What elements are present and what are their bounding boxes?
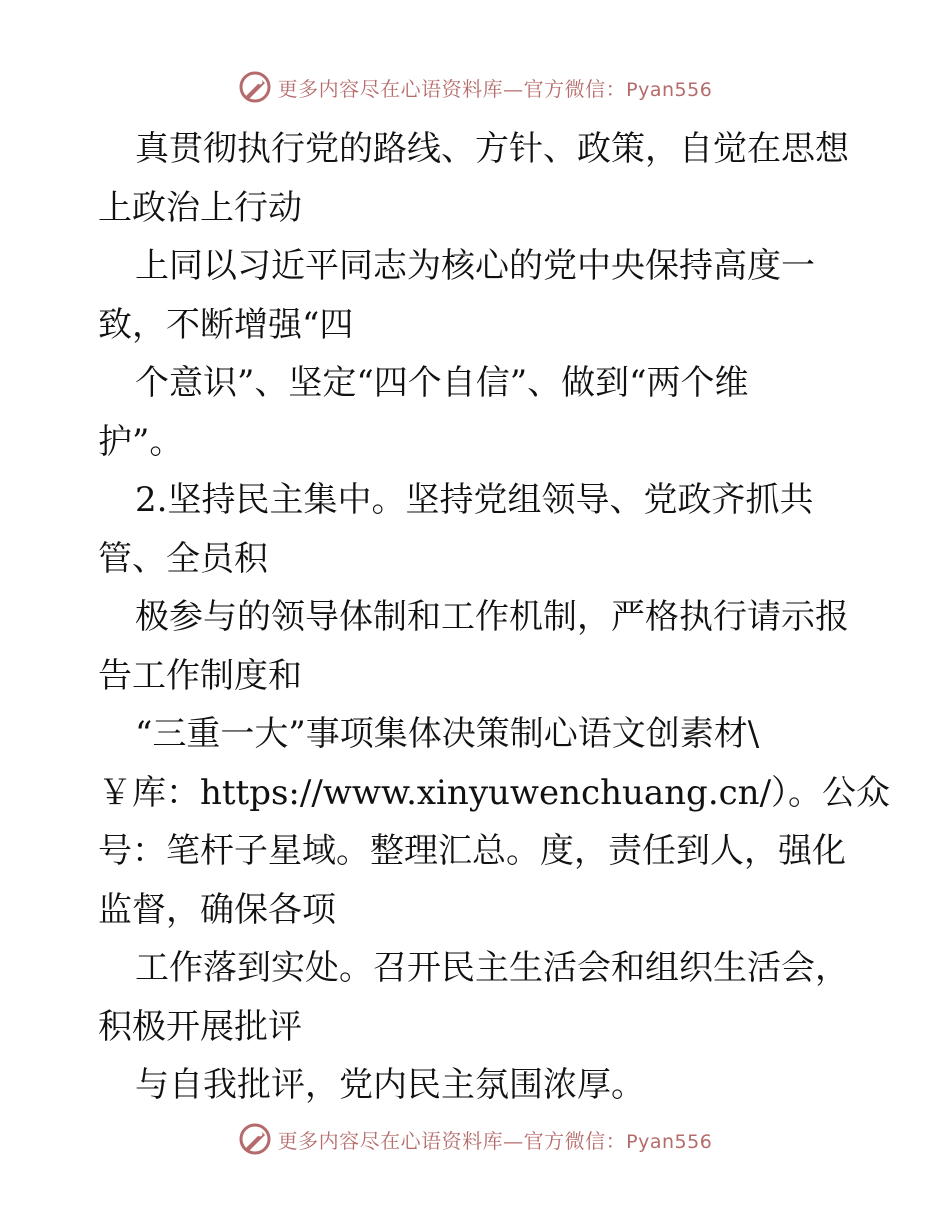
text-line: ￥库：https://www.xinyuwenchuang.cn/）。公众 [98, 772, 891, 813]
text-line: 护”。 [98, 421, 184, 462]
text-line: 与自我批评，党内民主氛围浓厚。 [135, 1065, 645, 1105]
pen-logo-icon [238, 1122, 272, 1156]
text-line: “三重一大”事项集体决策制心语文创素材\ [135, 714, 760, 754]
text-line: 上同以习近平同志为核心的党中央保持高度一 [135, 246, 815, 286]
text-line: 工作落到实处。召开民主生活会和组织生活会， [135, 948, 849, 988]
text-line: 告工作制度和 [98, 655, 302, 696]
text-line: 监督，确保各项 [98, 889, 336, 930]
header-watermark [0, 70, 950, 104]
text-line: 真贯彻执行党的路线、方针、政策，自觉在思想 [135, 129, 849, 169]
text-line: 个意识”、坚定“四个自信”、做到“两个维 [135, 363, 749, 403]
text-line: 上政治上行动 [98, 187, 302, 228]
watermark-text: 更多内容尽在心语资料库—官方微信：Pyan556 [277, 1128, 713, 1153]
text-line: 2.坚持民主集中。坚持党组领导、党政齐抓共 [135, 480, 814, 520]
text-line: 积极开展批评 [98, 1006, 302, 1047]
text-line: 号：笔杆子星域。整理汇总。度，责任到人，强化 [98, 831, 846, 871]
footer-watermark [0, 1122, 950, 1156]
text-line: 管、全员积 [98, 538, 268, 579]
text-line: 致，不断增强“四 [98, 304, 354, 345]
document-body [98, 120, 891, 1115]
watermark-text: 更多内容尽在心语资料库—官方微信：Pyan556 [277, 76, 713, 101]
pen-logo-icon [238, 70, 272, 104]
text-line: 极参与的领导体制和工作机制，严格执行请示报 [135, 597, 849, 637]
